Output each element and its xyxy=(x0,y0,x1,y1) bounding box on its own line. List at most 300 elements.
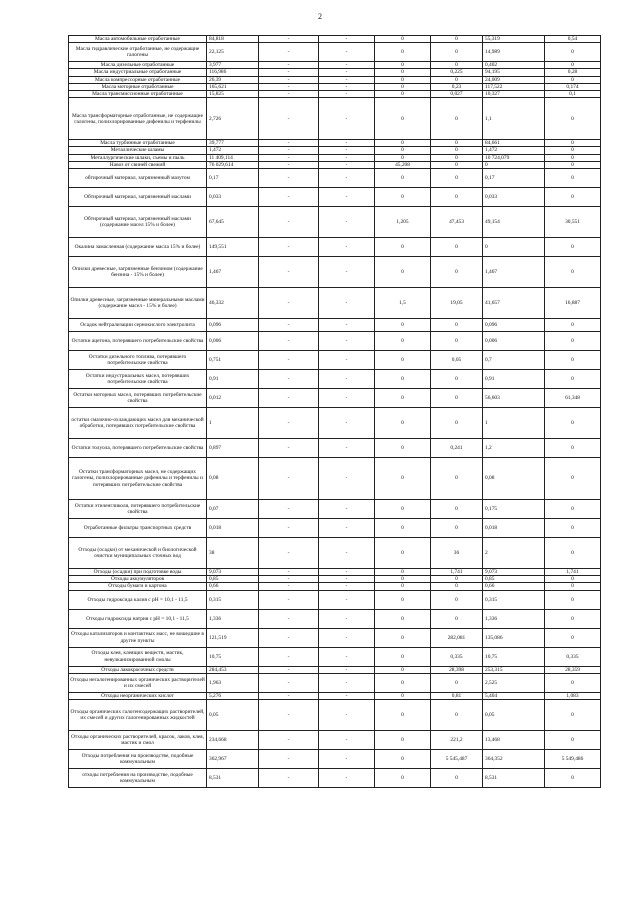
value-cell-4: 0 xyxy=(375,76,431,83)
value-cell-4: 0 xyxy=(375,257,431,288)
value-cell-3: - xyxy=(319,62,375,69)
waste-name-cell: Масла трансформаторные отработанные, не содержащие галогены, полихлорированные дифенилы и терфенилы xyxy=(69,98,207,140)
value-cell-2: - xyxy=(259,439,319,458)
value-cell-7: 0 xyxy=(545,140,601,147)
table-row xyxy=(69,62,601,69)
waste-name-cell: Масла дизельные отработанные xyxy=(69,62,207,69)
table-row xyxy=(69,351,601,370)
value-cell-4: 0 xyxy=(375,154,431,161)
waste-name-cell: Навоз от свиней свежий xyxy=(69,161,207,168)
value-cell-1: 0,315 xyxy=(207,590,259,609)
value-cell-6: 0,85 xyxy=(483,576,545,583)
waste-name-cell: Отходы неорганических кислот xyxy=(69,692,207,699)
value-cell-7: 0 xyxy=(545,628,601,647)
value-cell-1: 234,668 xyxy=(207,731,259,750)
value-cell-1: 1,467 xyxy=(207,257,259,288)
waste-name-cell: Остатки ацетона, потерявшего потребительские свойства xyxy=(69,332,207,351)
value-cell-1: 76 029,614 xyxy=(207,161,259,168)
value-cell-4: 0 xyxy=(375,351,431,370)
value-cell-7: 0 xyxy=(545,458,601,500)
table-row xyxy=(69,83,601,90)
value-cell-4: 0 xyxy=(375,576,431,583)
waste-name-cell: Остатки трансформаторных масел, не содержащих галогены, полихлорированные дифенилы и терфенилы и потерявших потребительские свойства xyxy=(69,458,207,500)
value-cell-6: 1,467 xyxy=(483,257,545,288)
value-cell-4: 0 xyxy=(375,666,431,673)
value-cell-3: - xyxy=(319,43,375,62)
value-cell-7: 0 xyxy=(545,154,601,161)
waste-name-cell: Опилки древесные, загрязненные бензином (содержание бензина - 15% и более) xyxy=(69,257,207,288)
value-cell-2: - xyxy=(259,332,319,351)
value-cell-7: 0 xyxy=(545,673,601,692)
value-cell-5: 0 xyxy=(431,169,483,188)
value-cell-6: 0,175 xyxy=(483,500,545,519)
value-cell-4: 0 xyxy=(375,628,431,647)
value-cell-2: - xyxy=(259,351,319,370)
value-cell-1: 1 xyxy=(207,408,259,439)
table-row xyxy=(69,389,601,408)
value-cell-3: - xyxy=(319,583,375,590)
table-row xyxy=(69,590,601,609)
value-cell-6: 10 724,079 xyxy=(483,154,545,161)
value-cell-4: 0 xyxy=(375,319,431,332)
value-cell-7: 0 xyxy=(545,731,601,750)
value-cell-6: 0,91 xyxy=(483,370,545,389)
waste-name-cell: Металлические шламы xyxy=(69,147,207,154)
value-cell-3: - xyxy=(319,351,375,370)
value-cell-2: - xyxy=(259,500,319,519)
value-cell-6: 0,315 xyxy=(483,590,545,609)
value-cell-5: 28,398 xyxy=(431,666,483,673)
table-row xyxy=(69,666,601,673)
value-cell-7: 30,551 xyxy=(545,207,601,238)
value-cell-1: 67,645 xyxy=(207,207,259,238)
value-cell-5: 0 xyxy=(431,140,483,147)
value-cell-6: 0,7 xyxy=(483,351,545,370)
table-row xyxy=(69,583,601,590)
value-cell-7: 0 xyxy=(545,62,601,69)
waste-name-cell: Отходы аккумуляторов xyxy=(69,576,207,583)
value-cell-3: - xyxy=(319,332,375,351)
value-cell-5: 0 xyxy=(431,257,483,288)
value-cell-3: - xyxy=(319,673,375,692)
value-cell-5: 47,453 xyxy=(431,207,483,238)
value-cell-1: 0,07 xyxy=(207,500,259,519)
value-cell-6: 0 xyxy=(483,238,545,257)
table-row xyxy=(69,238,601,257)
value-cell-4: 0 xyxy=(375,238,431,257)
value-cell-4: 0 xyxy=(375,519,431,538)
waste-name-cell: обтирочный материал, загрязненный мазутом xyxy=(69,169,207,188)
value-cell-6: 1,1 xyxy=(483,98,545,140)
value-cell-5: 0 xyxy=(431,188,483,207)
value-cell-1: 0,033 xyxy=(207,188,259,207)
waste-table xyxy=(68,35,601,788)
value-cell-7: 0 xyxy=(545,609,601,628)
value-cell-6: 49,154 xyxy=(483,207,545,238)
value-cell-5: 0 xyxy=(431,408,483,439)
value-cell-6: 0,402 xyxy=(483,62,545,69)
value-cell-4: 0 xyxy=(375,169,431,188)
value-cell-2: - xyxy=(259,458,319,500)
value-cell-2: - xyxy=(259,408,319,439)
value-cell-2: - xyxy=(259,257,319,288)
value-cell-3: - xyxy=(319,769,375,788)
table-row xyxy=(69,288,601,319)
value-cell-2: - xyxy=(259,647,319,666)
waste-name-cell: Масла автомобильные отработанные xyxy=(69,36,207,43)
page-number: 2 xyxy=(318,12,322,21)
table-row xyxy=(69,628,601,647)
value-cell-2: - xyxy=(259,147,319,154)
table-row xyxy=(69,519,601,538)
value-cell-4: 0 xyxy=(375,147,431,154)
value-cell-5: 0 xyxy=(431,238,483,257)
value-cell-3: - xyxy=(319,207,375,238)
table-row xyxy=(69,408,601,439)
value-cell-4: 1,205 xyxy=(375,207,431,238)
value-cell-5: 0 xyxy=(431,62,483,69)
value-cell-6: 0,05 xyxy=(483,700,545,731)
value-cell-7: 0,335 xyxy=(545,647,601,666)
value-cell-2: - xyxy=(259,628,319,647)
value-cell-3: - xyxy=(319,288,375,319)
value-cell-3: - xyxy=(319,36,375,43)
value-cell-2: - xyxy=(259,389,319,408)
value-cell-4: 0 xyxy=(375,36,431,43)
table-row xyxy=(69,207,601,238)
value-cell-1: 362,967 xyxy=(207,750,259,769)
table-row xyxy=(69,154,601,161)
value-cell-5: 0 xyxy=(431,673,483,692)
value-cell-7: 0,174 xyxy=(545,83,601,90)
value-cell-4: 0 xyxy=(375,43,431,62)
value-cell-4: 0 xyxy=(375,62,431,69)
waste-name-cell: Окалина замасленная (содержание масла 15% и более) xyxy=(69,238,207,257)
value-cell-3: - xyxy=(319,319,375,332)
value-cell-6: 253,315 xyxy=(483,666,545,673)
table-row xyxy=(69,319,601,332)
value-cell-7: 0 xyxy=(545,538,601,569)
value-cell-3: - xyxy=(319,140,375,147)
value-cell-7: 0 xyxy=(545,576,601,583)
value-cell-3: - xyxy=(319,147,375,154)
value-cell-2: - xyxy=(259,36,319,43)
value-cell-5: 0 xyxy=(431,590,483,609)
value-cell-1: 9,073 xyxy=(207,569,259,576)
waste-name-cell: Отходы (осадки) от механической и биологической очистки муниципальных сточных вод xyxy=(69,538,207,569)
value-cell-5: 0 xyxy=(431,700,483,731)
value-cell-1: 0,751 xyxy=(207,351,259,370)
value-cell-5: 0,335 xyxy=(431,647,483,666)
value-cell-3: - xyxy=(319,370,375,389)
value-cell-2: - xyxy=(259,583,319,590)
value-cell-2: - xyxy=(259,288,319,319)
value-cell-6: 0,08 xyxy=(483,458,545,500)
value-cell-4: 45,208 xyxy=(375,161,431,168)
waste-name-cell: остатки смазочно-охлаждающих масел для механической обработки, потерявших потребительские свойства xyxy=(69,408,207,439)
value-cell-3: - xyxy=(319,161,375,168)
value-cell-3: - xyxy=(319,83,375,90)
value-cell-5: 0 xyxy=(431,769,483,788)
value-cell-1: 0,096 xyxy=(207,319,259,332)
value-cell-4: 0 xyxy=(375,83,431,90)
value-cell-3: - xyxy=(319,609,375,628)
value-cell-3: - xyxy=(319,700,375,731)
waste-table-body xyxy=(69,36,601,788)
value-cell-7: 0 xyxy=(545,500,601,519)
value-cell-6: 1,336 xyxy=(483,609,545,628)
value-cell-3: - xyxy=(319,590,375,609)
value-cell-4: 0 xyxy=(375,609,431,628)
waste-name-cell: Отходы органических растворителей, красок, лаков, клея, мастик и смол xyxy=(69,731,207,750)
value-cell-1: 1,963 xyxy=(207,673,259,692)
value-cell-7: 16,887 xyxy=(545,288,601,319)
waste-name-cell: Отходы лакокрасочных средств xyxy=(69,666,207,673)
waste-name-cell: Обтирочный материал, загрязненный маслами xyxy=(69,188,207,207)
waste-name-cell: Отходы органических галогенсодержащих растворителей, их смесей и других галогенированных жидкостей xyxy=(69,700,207,731)
value-cell-2: - xyxy=(259,569,319,576)
value-cell-7: 61,348 xyxy=(545,389,601,408)
table-row xyxy=(69,76,601,83)
table-row xyxy=(69,69,601,76)
value-cell-3: - xyxy=(319,666,375,673)
value-cell-5: 0 xyxy=(431,458,483,500)
value-cell-5: 1,741 xyxy=(431,569,483,576)
table-row xyxy=(69,91,601,98)
value-cell-1: 121,519 xyxy=(207,628,259,647)
table-row xyxy=(69,257,601,288)
value-cell-1: 0,006 xyxy=(207,332,259,351)
value-cell-3: - xyxy=(319,628,375,647)
value-cell-2: - xyxy=(259,538,319,569)
value-cell-7: 0 xyxy=(545,76,601,83)
value-cell-5: 0,027 xyxy=(431,91,483,98)
value-cell-6: 56,603 xyxy=(483,389,545,408)
value-cell-2: - xyxy=(259,69,319,76)
table-row xyxy=(69,647,601,666)
value-cell-2: - xyxy=(259,43,319,62)
value-cell-5: 0,241 xyxy=(431,439,483,458)
value-cell-6: 1 xyxy=(483,408,545,439)
value-cell-3: - xyxy=(319,188,375,207)
value-cell-6: 8,531 xyxy=(483,769,545,788)
value-cell-6: 84,661 xyxy=(483,140,545,147)
value-cell-4: 0 xyxy=(375,769,431,788)
value-cell-1: 284,453 xyxy=(207,666,259,673)
value-cell-7: 0 xyxy=(545,583,601,590)
table-row xyxy=(69,673,601,692)
value-cell-6: 41,657 xyxy=(483,288,545,319)
value-cell-5: 282,081 xyxy=(431,628,483,647)
value-cell-5: 0 xyxy=(431,500,483,519)
value-cell-7: 0 xyxy=(545,147,601,154)
table-row xyxy=(69,692,601,699)
value-cell-5: 0 xyxy=(431,583,483,590)
table-row xyxy=(69,43,601,62)
value-cell-7: 0 xyxy=(545,169,601,188)
value-cell-2: - xyxy=(259,519,319,538)
table-row xyxy=(69,36,601,43)
value-cell-3: - xyxy=(319,750,375,769)
value-cell-6: 0,006 xyxy=(483,332,545,351)
value-cell-5: 0 xyxy=(431,576,483,583)
value-cell-1: 0,17 xyxy=(207,169,259,188)
waste-name-cell: Обтирочный материал, загрязненный маслами (содержание масел 15% и более) xyxy=(69,207,207,238)
value-cell-1: 3,977 xyxy=(207,62,259,69)
value-cell-2: - xyxy=(259,666,319,673)
value-cell-4: 0 xyxy=(375,647,431,666)
value-cell-3: - xyxy=(319,731,375,750)
value-cell-2: - xyxy=(259,188,319,207)
table-row xyxy=(69,538,601,569)
value-cell-4: 0 xyxy=(375,673,431,692)
value-cell-2: - xyxy=(259,62,319,69)
value-cell-2: - xyxy=(259,238,319,257)
waste-name-cell: Масла трансмиссионные отработанные xyxy=(69,91,207,98)
waste-name-cell: Масла гидравлические отработанные, не содержащие галогены xyxy=(69,43,207,62)
value-cell-2: - xyxy=(259,140,319,147)
waste-name-cell: Отходы гидроксида калия с pH = 10,1 - 11,5 xyxy=(69,590,207,609)
table-row xyxy=(69,161,601,168)
value-cell-5: 0 xyxy=(431,147,483,154)
value-cell-5: 5 545,487 xyxy=(431,750,483,769)
value-cell-1: 10,75 xyxy=(207,647,259,666)
value-cell-7: 0 xyxy=(545,238,601,257)
waste-name-cell: Отходы гидроксида натрия с pH = 10,1 - 11,5 xyxy=(69,609,207,628)
value-cell-5: 19,05 xyxy=(431,288,483,319)
value-cell-4: 0 xyxy=(375,692,431,699)
value-cell-6: 14,989 xyxy=(483,43,545,62)
value-cell-6: 0,018 xyxy=(483,519,545,538)
value-cell-3: - xyxy=(319,569,375,576)
value-cell-2: - xyxy=(259,98,319,140)
value-cell-7: 0 xyxy=(545,319,601,332)
value-cell-6: 94,195 xyxy=(483,69,545,76)
value-cell-2: - xyxy=(259,700,319,731)
value-cell-4: 0 xyxy=(375,389,431,408)
value-cell-4: 0 xyxy=(375,750,431,769)
value-cell-6: 117,522 xyxy=(483,83,545,90)
table-row xyxy=(69,769,601,788)
value-cell-6: 9,073 xyxy=(483,569,545,576)
value-cell-7: 0 xyxy=(545,98,601,140)
value-cell-3: - xyxy=(319,69,375,76)
waste-name-cell: Отходы катализаторов и контактных масс, не вошедшие в другие пункты xyxy=(69,628,207,647)
value-cell-2: - xyxy=(259,76,319,83)
value-cell-4: 0 xyxy=(375,538,431,569)
value-cell-2: - xyxy=(259,609,319,628)
value-cell-6: 55,319 xyxy=(483,36,545,43)
value-cell-4: 0 xyxy=(375,700,431,731)
value-cell-1: 22,125 xyxy=(207,43,259,62)
value-cell-4: 0 xyxy=(375,590,431,609)
waste-name-cell: Остатки индустриальных масел, потерявших потребительские свойства xyxy=(69,370,207,389)
value-cell-5: 0 xyxy=(431,76,483,83)
value-cell-7: 0,1 xyxy=(545,91,601,98)
value-cell-7: 0,28 xyxy=(545,69,601,76)
table-row xyxy=(69,169,601,188)
waste-name-cell: Остатки толуола, потерявшего потребительские свойства xyxy=(69,439,207,458)
value-cell-4: 0 xyxy=(375,140,431,147)
value-cell-7: 0,54 xyxy=(545,36,601,43)
value-cell-1: 0,012 xyxy=(207,389,259,408)
value-cell-2: - xyxy=(259,590,319,609)
value-cell-5: 0 xyxy=(431,98,483,140)
value-cell-6: 1,2 xyxy=(483,439,545,458)
value-cell-1: 38 xyxy=(207,538,259,569)
value-cell-4: 1,5 xyxy=(375,288,431,319)
value-cell-1: 1,472 xyxy=(207,147,259,154)
value-cell-4: 0 xyxy=(375,98,431,140)
waste-name-cell: Отходы (осадки) при подготовке воды xyxy=(69,569,207,576)
value-cell-7: 0 xyxy=(545,590,601,609)
table-row xyxy=(69,147,601,154)
value-cell-7: 1,741 xyxy=(545,569,601,576)
value-cell-3: - xyxy=(319,500,375,519)
value-cell-7: 5 549,486 xyxy=(545,750,601,769)
value-cell-6: 1,472 xyxy=(483,147,545,154)
value-cell-1: 0,91 xyxy=(207,370,259,389)
value-cell-6: 0,66 xyxy=(483,583,545,590)
value-cell-1: 165,621 xyxy=(207,83,259,90)
table-row xyxy=(69,700,601,731)
value-cell-4: 0 xyxy=(375,569,431,576)
value-cell-2: - xyxy=(259,750,319,769)
value-cell-6: 10,75 xyxy=(483,647,545,666)
value-cell-2: - xyxy=(259,370,319,389)
value-cell-1: 0,85 xyxy=(207,576,259,583)
value-cell-6: 5,404 xyxy=(483,692,545,699)
table-row xyxy=(69,750,601,769)
value-cell-6: 0,096 xyxy=(483,319,545,332)
value-cell-2: - xyxy=(259,161,319,168)
value-cell-6: 24,009 xyxy=(483,76,545,83)
value-cell-3: - xyxy=(319,154,375,161)
value-cell-5: 0 xyxy=(431,332,483,351)
waste-name-cell: Масла турбинные отработанные xyxy=(69,140,207,147)
value-cell-1: 5,276 xyxy=(207,692,259,699)
value-cell-1: 15,825 xyxy=(207,91,259,98)
value-cell-6: 10,327 xyxy=(483,91,545,98)
value-cell-3: - xyxy=(319,169,375,188)
table-row xyxy=(69,500,601,519)
waste-name-cell: Отходы негалогенированных органических растворителей и их смесей xyxy=(69,673,207,692)
value-cell-4: 0 xyxy=(375,188,431,207)
table-row xyxy=(69,458,601,500)
value-cell-2: - xyxy=(259,319,319,332)
value-cell-1: 39,777 xyxy=(207,140,259,147)
value-cell-5: 0 xyxy=(431,154,483,161)
value-cell-7: 0 xyxy=(545,161,601,168)
value-cell-1: 116,986 xyxy=(207,69,259,76)
value-cell-6: 0,17 xyxy=(483,169,545,188)
waste-name-cell: Отходы клея, клеящих веществ, мастик, невулканизированной смолы xyxy=(69,647,207,666)
value-cell-6: 135,086 xyxy=(483,628,545,647)
value-cell-5: 0 xyxy=(431,43,483,62)
value-cell-6: 2,525 xyxy=(483,673,545,692)
waste-name-cell: Металлургические шлаки, съемы и пыль xyxy=(69,154,207,161)
waste-name-cell: Остатки дизельного топлива, потерявшего потребительские свойства xyxy=(69,351,207,370)
value-cell-4: 0 xyxy=(375,458,431,500)
value-cell-3: - xyxy=(319,692,375,699)
value-cell-4: 0 xyxy=(375,91,431,98)
value-cell-2: - xyxy=(259,731,319,750)
value-cell-5: 0 xyxy=(431,161,483,168)
value-cell-3: - xyxy=(319,519,375,538)
value-cell-5: 0,23 xyxy=(431,83,483,90)
value-cell-1: 0,897 xyxy=(207,439,259,458)
value-cell-3: - xyxy=(319,439,375,458)
